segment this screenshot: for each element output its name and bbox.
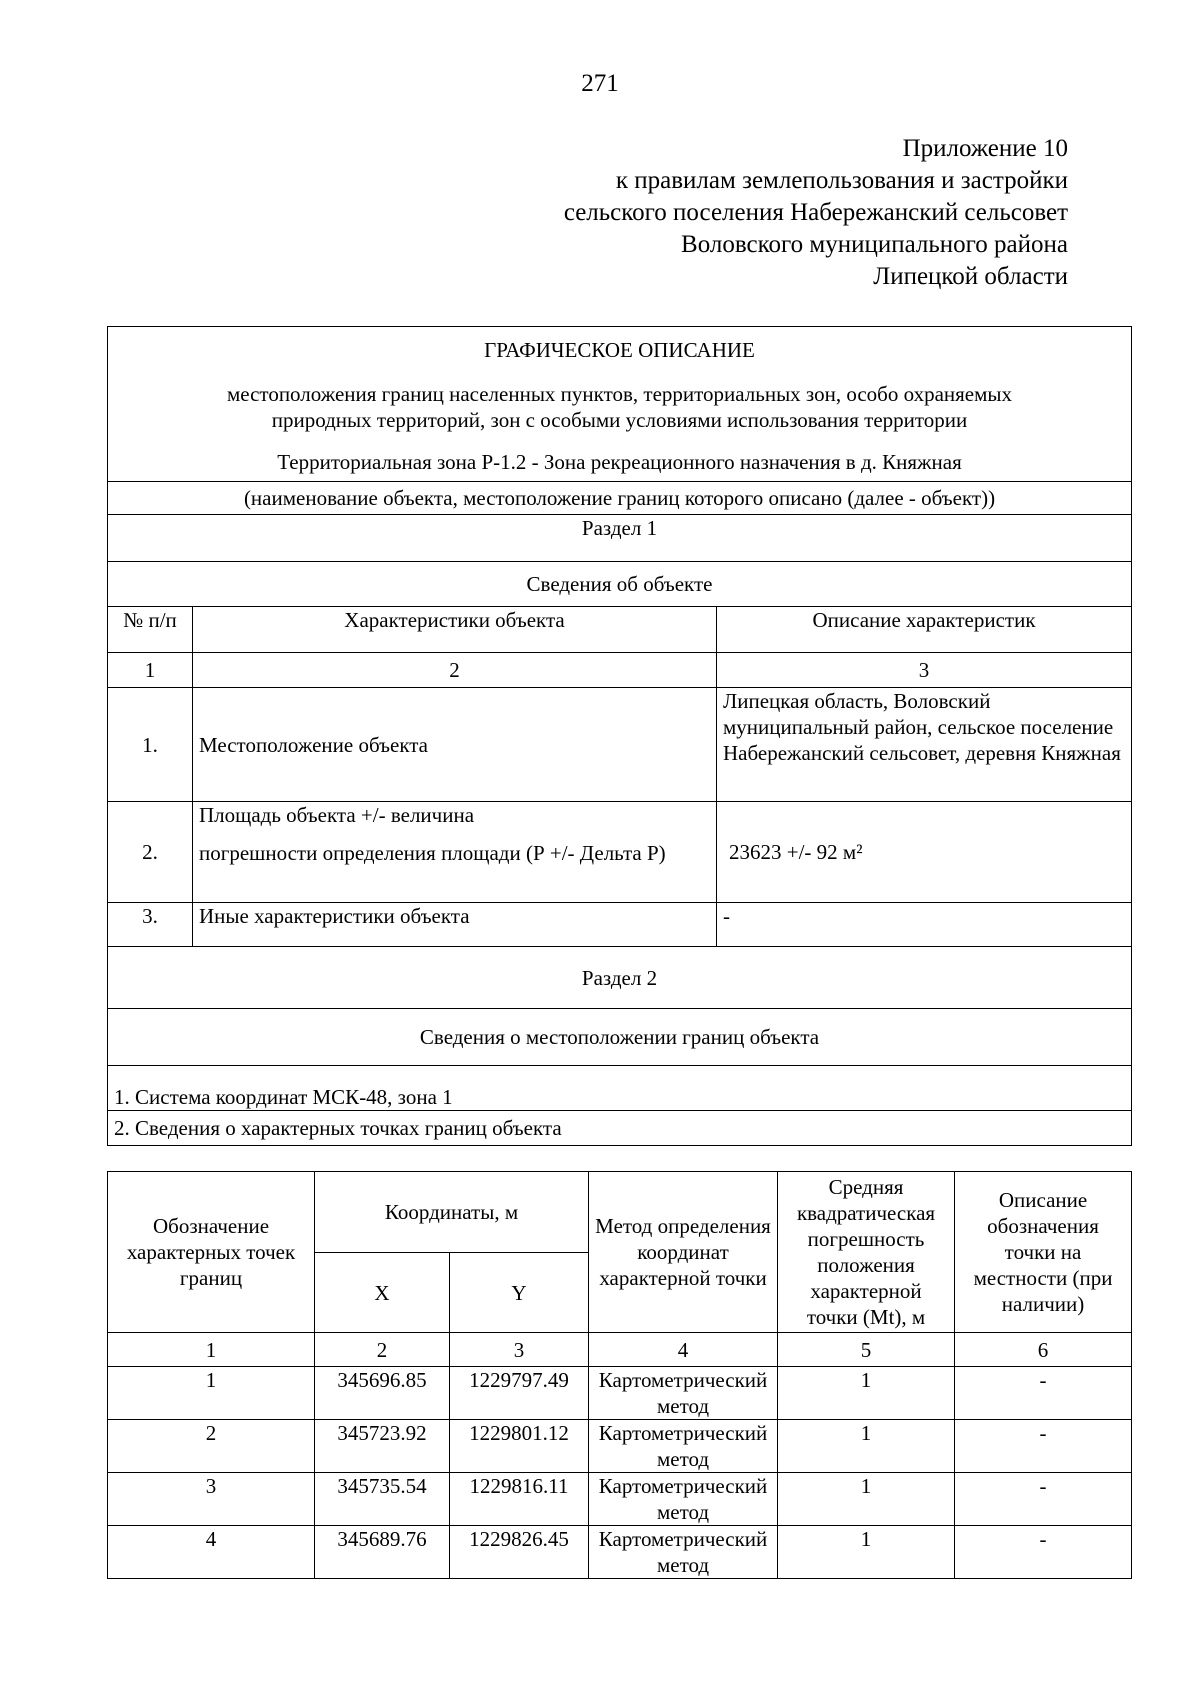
appendix-header xyxy=(564,133,1068,293)
column-number: 6 xyxy=(955,1333,1132,1367)
point-x: 345696.85 xyxy=(315,1367,450,1420)
characteristic-name: Местоположение объекта xyxy=(193,688,717,802)
table-row xyxy=(108,688,1132,802)
point-method: Картометрический метод xyxy=(589,1473,778,1526)
point-x: 345689.76 xyxy=(315,1526,450,1579)
column-number: 2 xyxy=(193,653,717,688)
row-number: 3. xyxy=(108,903,193,947)
coordinate-system: 1. Система координат МСК-48, зона 1 xyxy=(108,1066,1132,1111)
point-x: 345735.54 xyxy=(315,1473,450,1526)
points-heading: 2. Сведения о характерных точках границ объекта xyxy=(108,1111,1132,1146)
appendix-line: Воловского муниципального района xyxy=(681,231,1068,258)
table-row xyxy=(108,903,1132,947)
header-designation: Обозначение характерных точек границ xyxy=(108,1172,315,1333)
table-row xyxy=(108,1367,1132,1420)
point-id: 2 xyxy=(108,1420,315,1473)
row-number: 1. xyxy=(108,688,193,802)
document-subtitle: природных территорий, зон с особыми условиями использования территории xyxy=(271,408,968,432)
section-1-heading: Сведения об объекте xyxy=(108,562,1132,607)
point-description: - xyxy=(955,1473,1132,1526)
column-number: 5 xyxy=(778,1333,955,1367)
characteristic-value: Липецкая область, Воловский муниципальный район, сельское поселение Набережанский сельсовет, деревня Княжная xyxy=(717,688,1132,802)
header-description: Описание характеристик xyxy=(717,607,1132,653)
characteristic-name: Иные характеристики объекта xyxy=(193,903,717,947)
point-y: 1229801.12 xyxy=(450,1420,589,1473)
point-x: 345723.92 xyxy=(315,1420,450,1473)
table-row xyxy=(108,802,1132,903)
point-y: 1229797.49 xyxy=(450,1367,589,1420)
characteristic-value: - xyxy=(717,903,1132,947)
document-title-block xyxy=(108,327,1132,482)
header-y: Y xyxy=(450,1253,589,1333)
header-error: Средняя квадратическая погрешность положения характерной точки (Mt), м xyxy=(778,1172,955,1333)
header-method: Метод определения координат характерной точки xyxy=(589,1172,778,1333)
point-id: 1 xyxy=(108,1367,315,1420)
point-y: 1229816.11 xyxy=(450,1473,589,1526)
characteristic-name xyxy=(193,802,717,903)
column-number: 3 xyxy=(450,1333,589,1367)
header-point-description: Описание обозначения точки на местности (при наличии) xyxy=(955,1172,1132,1333)
point-mt: 1 xyxy=(778,1526,955,1579)
point-method: Картометрический метод xyxy=(589,1420,778,1473)
characteristic-name-line: погрешности определения площади (Р +/- Дельта Р) xyxy=(199,841,666,865)
point-method: Картометрический метод xyxy=(589,1526,778,1579)
section-1-title: Раздел 1 xyxy=(108,515,1132,562)
characteristic-name-line: Площадь объекта +/- величина xyxy=(199,803,475,827)
point-id: 4 xyxy=(108,1526,315,1579)
section-2-heading: Сведения о местоположении границ объекта xyxy=(108,1009,1132,1066)
point-mt: 1 xyxy=(778,1420,955,1473)
object-info-table xyxy=(107,326,1132,1146)
appendix-line: Липецкой области xyxy=(873,263,1068,290)
point-method: Картометрический метод xyxy=(589,1367,778,1420)
object-caption: (наименование объекта, местоположение границ которого описано (далее - объект)) xyxy=(108,482,1132,515)
page-number: 271 xyxy=(581,70,619,97)
column-number: 3 xyxy=(717,653,1132,688)
header-number: № п/п xyxy=(108,607,193,653)
header-characteristics: Характеристики объекта xyxy=(193,607,717,653)
point-mt: 1 xyxy=(778,1367,955,1420)
column-number: 1 xyxy=(108,1333,315,1367)
point-id: 3 xyxy=(108,1473,315,1526)
area-value: 23623 +/- 92 м² xyxy=(729,840,863,864)
point-description: - xyxy=(955,1420,1132,1473)
table-row xyxy=(108,1526,1132,1579)
point-mt: 1 xyxy=(778,1473,955,1526)
object-name: Территориальная зона Р-1.2 - Зона рекреационного назначения в д. Княжная xyxy=(277,450,962,474)
header-coordinates: Координаты, м xyxy=(315,1172,589,1253)
point-description: - xyxy=(955,1367,1132,1420)
column-number: 2 xyxy=(315,1333,450,1367)
appendix-line: сельского поселения Набережанский сельсовет xyxy=(563,199,1068,226)
document-subtitle: местоположения границ населенных пунктов, территориальных зон, особо охраняемых xyxy=(226,382,1013,406)
appendix-line: к правилам землепользования и застройки xyxy=(615,167,1068,194)
point-y: 1229826.45 xyxy=(450,1526,589,1579)
section-2-title: Раздел 2 xyxy=(108,947,1132,1009)
point-description: - xyxy=(955,1526,1132,1579)
appendix-line: Приложение 10 xyxy=(902,135,1068,162)
document-title: ГРАФИЧЕСКОЕ ОПИСАНИЕ xyxy=(484,338,755,362)
row-number: 2. xyxy=(108,802,193,903)
header-x: X xyxy=(315,1253,450,1333)
characteristic-value xyxy=(717,802,1132,903)
boundary-points-table xyxy=(107,1171,1132,1579)
column-number: 4 xyxy=(589,1333,778,1367)
table-row xyxy=(108,1473,1132,1526)
table-row xyxy=(108,1420,1132,1473)
column-number: 1 xyxy=(108,653,193,688)
